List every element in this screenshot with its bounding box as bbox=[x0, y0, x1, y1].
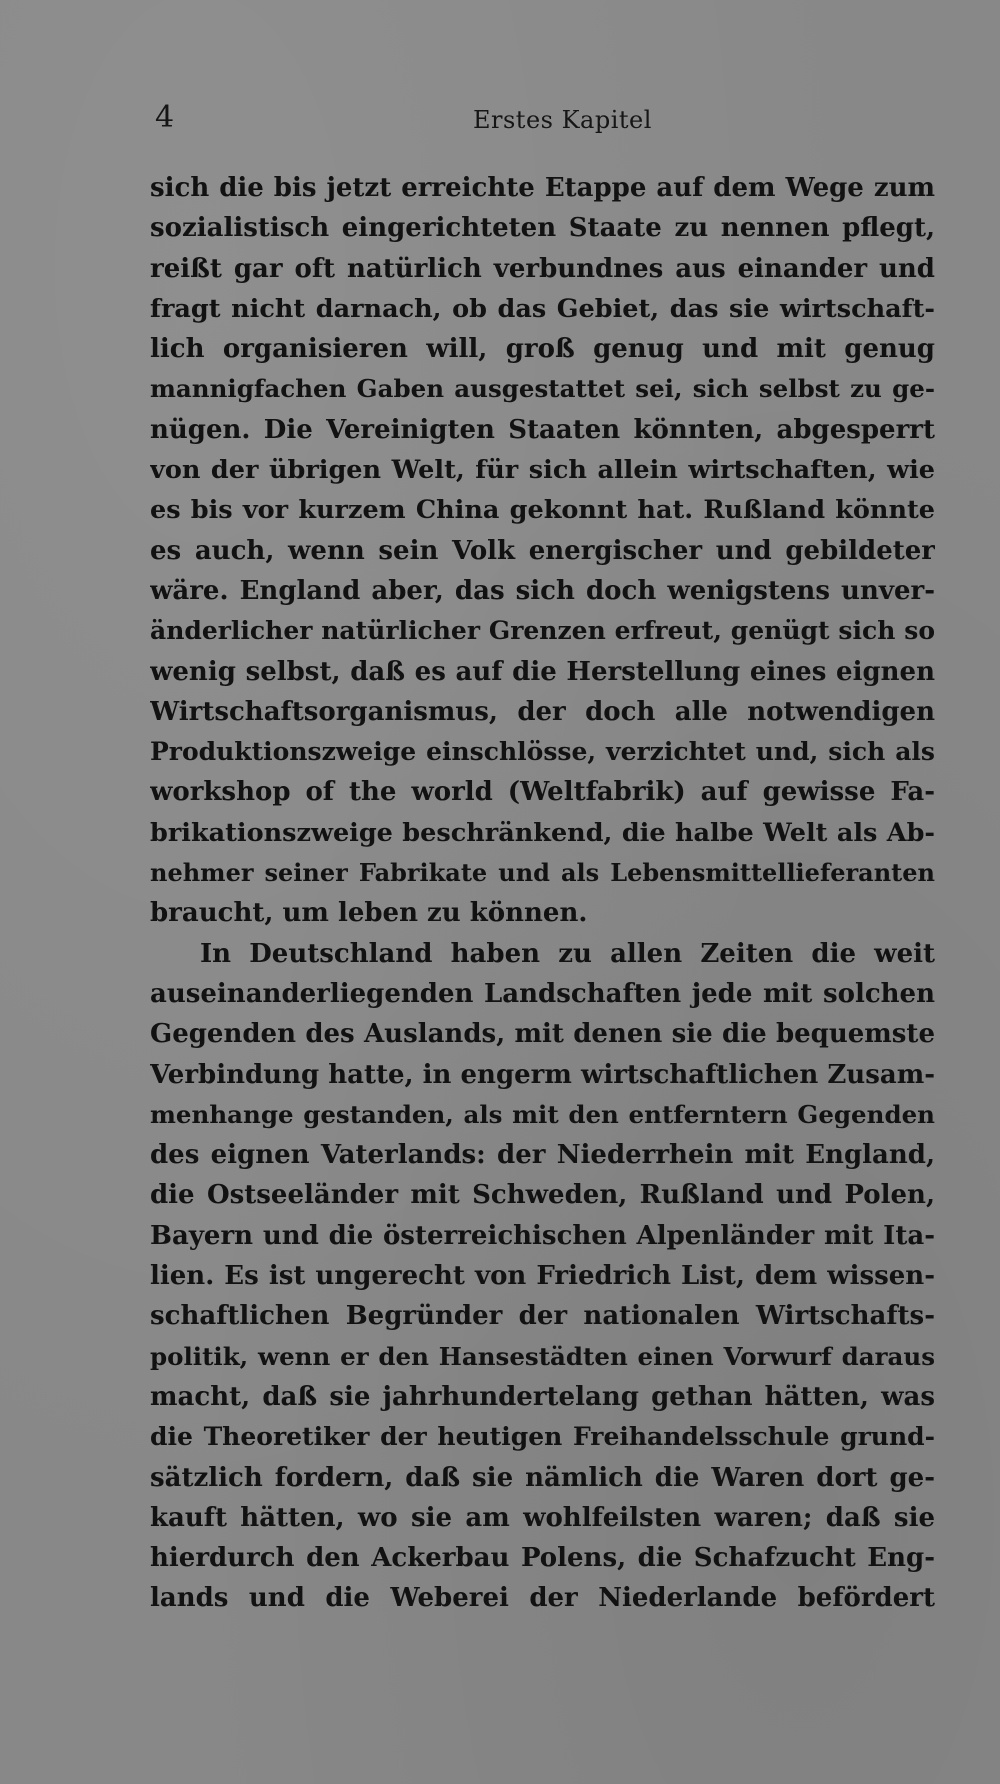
text-line: sich die bis jetzt erreichte Etappe auf dem Wege zum bbox=[150, 173, 935, 203]
text-line: die Ostseeländer mit Schweden, Rußland und Polen, bbox=[150, 1180, 935, 1211]
text-line: schaftlichen Begründer der nationalen Wirtschafts- bbox=[150, 1301, 935, 1332]
text-line: nehmer seiner Fabrikate und als Lebensmittellieferanten bbox=[150, 858, 935, 888]
paragraph-1 bbox=[150, 168, 935, 934]
text-line: Gegenden des Auslands, mit denen sie die bequemste bbox=[150, 1019, 935, 1050]
text-line: änderlicher natürlicher Grenzen erfreut, genügt sich so bbox=[150, 616, 935, 646]
text-line: workshop of the world (Weltfabrik) auf gewisse Fa- bbox=[150, 777, 935, 808]
text-line: es bis vor kurzem China gekonnt hat. Rußland könnte bbox=[150, 495, 935, 526]
text-line: fragt nicht darnach, ob das Gebiet, das sie wirtschaft- bbox=[150, 293, 935, 324]
text-line: hierdurch den Ackerbau Polens, die Schafzucht Eng- bbox=[150, 1543, 935, 1574]
text-line: von der übrigen Welt, für sich allein wirtschaften, wie bbox=[150, 455, 935, 486]
text-line: Bayern und die österreichischen Alpenländer mit Ita- bbox=[150, 1220, 935, 1251]
text-line: braucht, um leben zu können. bbox=[150, 898, 588, 929]
text-line: In Deutschland haben zu allen Zeiten die weit bbox=[200, 938, 935, 969]
text-line: lien. Es ist ungerecht von Friedrich List, dem wissen- bbox=[150, 1261, 935, 1292]
text-line: lich organisieren will, groß genug und mit genug bbox=[150, 334, 935, 365]
text-line: brikationszweige beschränkend, die halbe Welt als Ab- bbox=[150, 817, 935, 848]
text-line: wenig selbst, daß es auf die Herstellung eines eignen bbox=[150, 656, 935, 687]
page-number: 4 bbox=[155, 100, 175, 135]
chapter-title: Erstes Kapitel bbox=[473, 106, 652, 134]
text-line: wäre. England aber, das sich doch wenigstens unver- bbox=[150, 575, 935, 606]
text-line: kauft hätten, wo sie am wohlfeilsten waren; daß sie bbox=[150, 1502, 935, 1533]
text-line: auseinanderliegenden Landschaften jede mit solchen bbox=[150, 978, 935, 1009]
text-line: die Theoretiker der heutigen Freihandelsschule grund- bbox=[150, 1422, 935, 1452]
text-line: menhange gestanden, als mit den entferntern Gegenden bbox=[150, 1099, 935, 1129]
text-line: lands und die Weberei der Niederlande befördert bbox=[150, 1583, 935, 1614]
text-line: macht, daß sie jahrhundertelang gethan hätten, was bbox=[150, 1381, 935, 1412]
text-line: sätzlich fordern, daß sie nämlich die Waren dort ge- bbox=[150, 1462, 935, 1493]
text-line: reißt gar oft natürlich verbundnes aus einander und bbox=[150, 253, 935, 284]
text-line: Wirtschaftsorganismus, der doch alle notwendigen bbox=[150, 696, 935, 727]
text-line: des eignen Vaterlands: der Niederrhein mit England, bbox=[150, 1140, 935, 1171]
paragraph-2 bbox=[150, 934, 935, 1619]
text-line: sozialistisch eingerichteten Staate zu nennen pflegt, bbox=[150, 213, 935, 244]
text-line: mannigfachen Gaben ausgestattet sei, sich selbst zu ge- bbox=[150, 374, 935, 404]
text-line: Produktionszweige einschlösse, verzichtet und, sich als bbox=[150, 737, 935, 767]
text-line: politik, wenn er den Hansestädten einen Vorwurf daraus bbox=[150, 1341, 935, 1371]
body-text bbox=[150, 168, 935, 1619]
text-line: nügen. Die Vereinigten Staaten könnten, abgesperrt bbox=[150, 414, 935, 445]
text-line: Verbindung hatte, in engerm wirtschaftlichen Zusam- bbox=[150, 1059, 935, 1090]
text-line: es auch, wenn sein Volk energischer und gebildeter bbox=[150, 535, 935, 566]
running-head bbox=[155, 100, 935, 140]
